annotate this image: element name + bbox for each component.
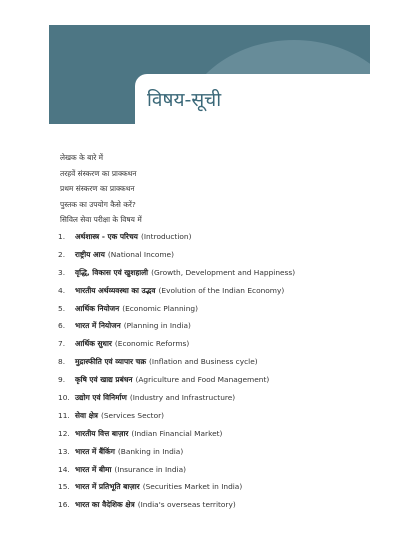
chapter-title-hindi: उद्योग एवं विनिर्माण (75, 393, 127, 403)
chapter-title-english: (Evolution of the Indian Economy) (158, 285, 285, 295)
chapter-entry (58, 335, 295, 353)
chapter-entry (58, 461, 295, 479)
chapter-entry (58, 407, 295, 425)
chapter-number: 11. (58, 410, 70, 420)
chapter-number: 5. (58, 303, 66, 313)
chapter-title-hindi: भारत में प्रतिभूति बाज़ार (75, 482, 140, 492)
chapter-title-english: (Agriculture and Food Management) (135, 375, 270, 385)
chapter-number: 12. (58, 428, 70, 438)
chapter-title-english: (Services Sector) (100, 410, 165, 420)
chapter-entry (58, 282, 295, 300)
chapter-title-english: (Securities Market in India) (142, 482, 243, 492)
chapter-title-english: (Insurance in India) (114, 464, 186, 474)
chapter-number: 4. (58, 285, 66, 295)
preliminary-item: प्रथम संस्करण का प्राक्कथन (60, 184, 135, 194)
chapter-title-hindi: अर्थशास्त्र - एक परिचय (75, 232, 138, 241)
chapter-title-english: (National Income) (107, 249, 174, 259)
chapter-number: 16. (58, 500, 70, 510)
chapter-title-hindi: राष्ट्रीय आय (75, 249, 105, 259)
chapter-entry (58, 228, 295, 246)
chapter-title-english: (Economic Reforms) (114, 339, 190, 349)
chapter-title-hindi: मुद्रास्फीति एवं व्यापार चक्र (75, 357, 147, 367)
chapter-title-hindi: सेवा क्षेत्र (75, 410, 98, 420)
preliminary-item: पुस्तक का उपयोग कैसे करें? (60, 199, 136, 209)
chapter-title-hindi: कृषि एवं खाद्य प्रबंधन (75, 375, 133, 385)
chapter-title-hindi: भारतीय अर्थव्यवस्था का उद्भव (75, 285, 156, 295)
chapter-title-hindi: आर्थिक सुधार (75, 339, 112, 349)
preliminary-item: लेखक के बारे में (60, 153, 104, 162)
chapter-title-english: (Planning in India) (123, 321, 191, 331)
chapter-title-hindi: भारतीय वित्त बाज़ार (75, 428, 129, 438)
chapter-entry (58, 371, 295, 389)
chapter-number: 14. (58, 464, 70, 474)
chapter-title-hindi: भारत में बीमा (75, 464, 112, 474)
chapter-title-english: (Indian Financial Market) (131, 428, 223, 438)
chapter-number: 3. (58, 267, 66, 277)
chapter-number: 7. (58, 339, 66, 349)
chapter-entry (58, 264, 295, 282)
chapter-number: 6. (58, 321, 66, 331)
chapter-number: 13. (58, 446, 70, 456)
chapter-title-hindi: वृद्धि, विकास एवं खुशहाली (75, 267, 149, 277)
chapter-entry (58, 496, 295, 514)
chapter-entry (58, 300, 295, 318)
chapter-title-english: (Economic Planning) (122, 303, 198, 313)
chapter-entry (58, 389, 295, 407)
chapter-title-english: (India's overseas territory) (137, 500, 236, 510)
chapter-number: 9. (58, 375, 66, 385)
preliminary-list (60, 150, 142, 228)
chapter-title-english: (Inflation and Business cycle) (149, 357, 258, 367)
chapter-entry (58, 443, 295, 461)
chapter-entry (58, 246, 295, 264)
page-title: विषय-सूची (147, 89, 222, 111)
chapter-title-hindi: आर्थिक नियोजन (75, 303, 120, 313)
chapter-entry (58, 478, 295, 496)
chapter-number: 1. (58, 232, 66, 241)
chapter-entry (58, 353, 295, 371)
chapter-title-hindi: भारत में नियोजन (75, 321, 121, 331)
chapter-title-english: (Industry and Infrastructure) (129, 393, 236, 403)
preliminary-item: तरहवें संस्करण का प्राक्कथन (60, 168, 137, 178)
chapter-list (58, 228, 295, 514)
chapter-title-hindi: भारत का वैदेशिक क्षेत्र (75, 500, 135, 510)
chapter-title-english: (Banking in India) (117, 446, 184, 456)
chapter-number: 15. (58, 482, 70, 492)
chapter-number: 10. (58, 393, 70, 403)
chapter-entry (58, 317, 295, 335)
chapter-entry (58, 425, 295, 443)
chapter-title-english: (Introduction) (140, 232, 192, 241)
chapter-title-hindi: भारत में बैंकिंग (75, 446, 115, 456)
preliminary-item: सिविल सेवा परीक्षा के विषय में (60, 215, 142, 225)
chapter-number: 2. (58, 249, 66, 259)
chapter-number: 8. (58, 357, 66, 367)
chapter-title-english: (Growth, Development and Happiness) (151, 267, 296, 277)
